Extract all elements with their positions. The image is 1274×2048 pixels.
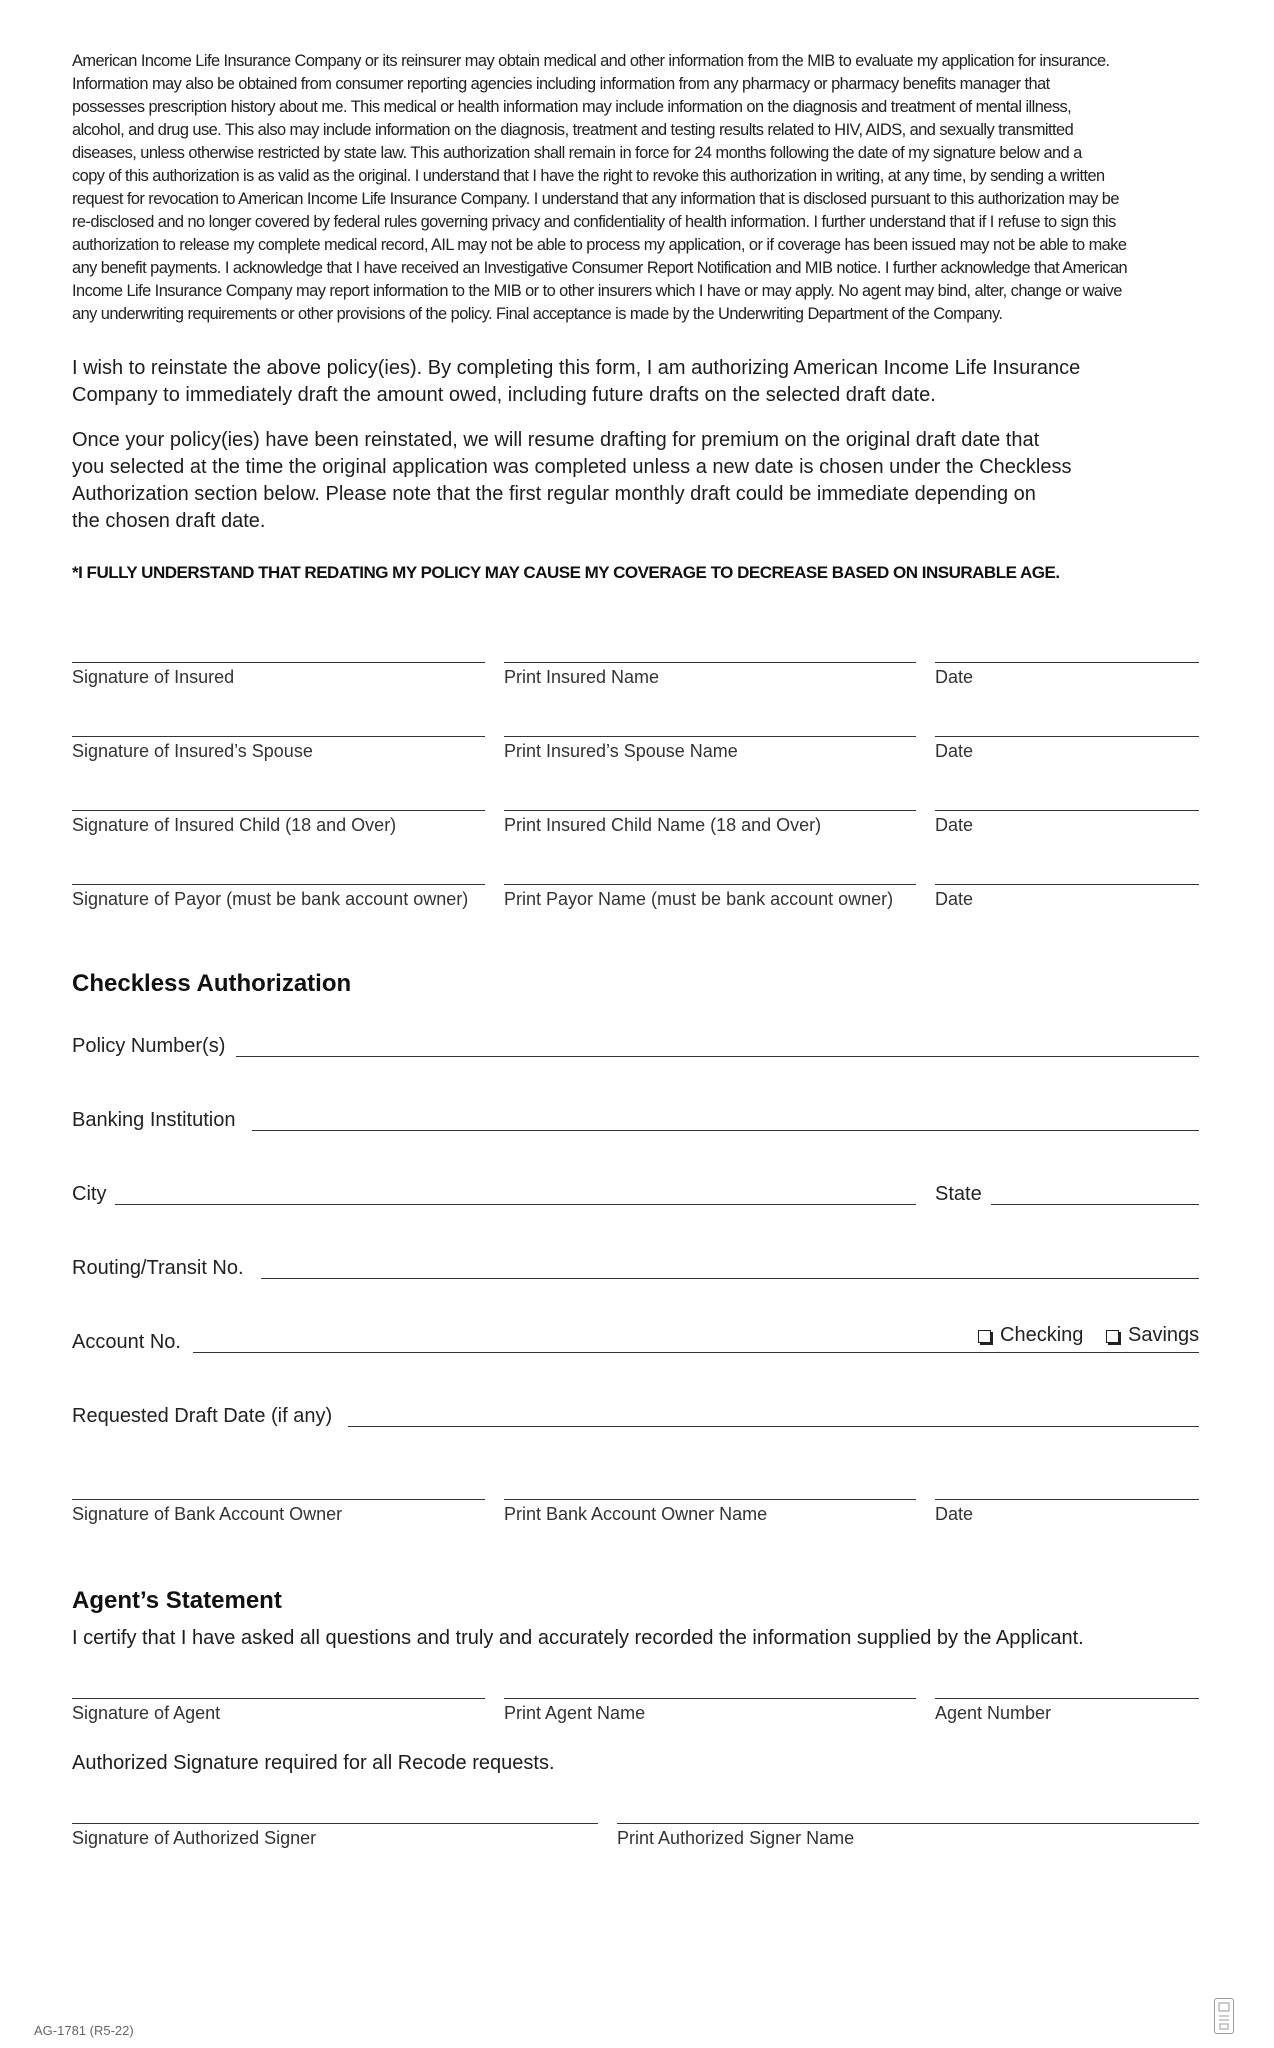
state-field[interactable] [991,1204,1199,1205]
authorized-signer-signature-label: Signature of Authorized Signer [72,1828,317,1848]
payor-date-line[interactable] [935,884,1199,885]
spouse-signature-label: Signature of Insured’s Spouse [72,741,313,761]
checkbox-icon [1106,1330,1119,1343]
insured-date-label: Date [935,667,974,687]
banking-institution-field[interactable] [252,1130,1199,1131]
banking-institution-label: Banking Institution [72,1109,236,1131]
city-label: City [72,1183,107,1205]
draft-date-field[interactable] [348,1426,1199,1427]
spouse-name-label: Print Insured’s Spouse Name [504,741,738,761]
authorization-line: any benefit payments. I acknowledge that I have received an Investigative Consumer Report Notification and MIB notice. I further acknowledge that American [72,259,1128,277]
checkbox-icon [978,1330,991,1343]
paragraph-line: Once your policy(ies) have been reinstated, we will resume drafting for premium on the original draft date that [72,429,1040,451]
authorization-line: American Income Life Insurance Company or its reinsurer may obtain medical and other information from the MIB to evaluate my application for insurance. [72,52,1110,70]
authorization-line: diseases, unless otherwise restricted by state law. This authorization shall remain in force for 24 months following the date of my signature below and a [72,144,1082,162]
paragraph-line: Company to immediately draft the amount owed, including future drafts on the selected draft date. [72,384,936,406]
child-signature-label: Signature of Insured Child (18 and Over) [72,815,397,835]
child-name-label: Print Insured Child Name (18 and Over) [504,815,822,835]
authorization-line: alcohol, and drug use. This also may include information on the diagnosis, treatment and testing results related to HIV, AIDS, and sexually transmitted [72,121,1074,139]
agent-certification-text: I certify that I have asked all questions and truly and accurately recorded the information supplied by the Applicant. [72,1627,1084,1649]
child-date-label: Date [935,815,974,835]
agent-name-line[interactable] [504,1698,916,1699]
child-name-line[interactable] [504,810,916,811]
payor-date-label: Date [935,889,974,909]
routing-number-field[interactable] [261,1278,1199,1279]
bank-owner-name-label: Print Bank Account Owner Name [504,1504,768,1524]
policy-number-label: Policy Number(s) [72,1035,226,1057]
bank-owner-signature-line[interactable] [72,1499,485,1500]
savings-checkbox[interactable] [1106,1324,1199,1347]
authorized-signer-name-label: Print Authorized Signer Name [617,1828,855,1848]
authorization-line: re-disclosed and no longer covered by federal rules governing privacy and confidentiality of health information. I further understand that if I refuse to sign this [72,213,1116,231]
redating-warning: *I FULLY UNDERSTAND THAT REDATING MY POLICY MAY CAUSE MY COVERAGE TO DECREASE BASED ON INSURABLE AGE. [72,563,1060,582]
agent-statement-title: Agent’s Statement [72,1587,282,1614]
authorization-line: copy of this authorization is as valid as the original. I understand that I have the right to revoke this authorization in writing, at any time, by sending a written [72,167,1105,185]
checking-checkbox[interactable] [978,1324,1083,1347]
savings-label: Savings [1128,1324,1200,1346]
spouse-signature-line[interactable] [72,736,485,737]
agent-number-label: Agent Number [935,1703,1052,1723]
authorization-line: possesses prescription history about me. This medical or health information may include information on the diagnosis and treatment of mental illness, [72,98,1072,116]
child-date-line[interactable] [935,810,1199,811]
authorization-line: Income Life Insurance Company may report information to the MIB or to other insurers which I have or may apply. No agent may bind, alter, change or waive [72,282,1122,300]
account-number-label: Account No. [72,1331,181,1353]
spouse-name-line[interactable] [504,736,916,737]
agent-name-label: Print Agent Name [504,1703,646,1723]
spouse-date-line[interactable] [935,736,1199,737]
paragraph-line: I wish to reinstate the above policy(ies). By completing this form, I am authorizing American Income Life Insurance [72,357,1081,379]
bank-owner-date-line[interactable] [935,1499,1199,1500]
insured-date-line[interactable] [935,662,1199,663]
authorized-signer-signature-line[interactable] [72,1823,598,1824]
recode-note: Authorized Signature required for all Recode requests. [72,1752,555,1774]
paragraph-line: Authorization section below. Please note that the first regular monthly draft could be immediate depending on [72,483,1036,505]
child-signature-line[interactable] [72,810,485,811]
form-code: AG-1781 (R5-22) [34,2023,134,2038]
payor-signature-line[interactable] [72,884,485,885]
payor-name-line[interactable] [504,884,916,885]
payor-name-label: Print Payor Name (must be bank account owner) [504,889,894,909]
policy-number-field[interactable] [236,1056,1199,1057]
bank-owner-name-line[interactable] [504,1499,916,1500]
union-label-icon [1214,1998,1234,2034]
insured-name-label: Print Insured Name [504,667,660,687]
city-field[interactable] [115,1204,916,1205]
account-number-field[interactable] [193,1352,1199,1353]
paragraph-line: you selected at the time the original application was completed unless a new date is chosen under the Checkless [72,456,1072,478]
checkless-authorization-title: Checkless Authorization [72,970,352,997]
authorized-signer-name-line[interactable] [617,1823,1199,1824]
authorization-line: any underwriting requirements or other provisions of the policy. Final acceptance is made by the Underwriting Department of the Company. [72,305,1003,323]
authorization-line: authorization to release my complete medical record, AIL may not be able to process my application, or if coverage has been issued may not be able to make [72,236,1127,254]
checking-label: Checking [1000,1324,1084,1346]
agent-signature-label: Signature of Agent [72,1703,221,1723]
payor-signature-label: Signature of Payor (must be bank account owner) [72,889,469,909]
bank-owner-date-label: Date [935,1504,974,1524]
authorization-line: Information may also be obtained from consumer reporting agencies including information from any pharmacy or pharmacy benefits manager that [72,75,1050,93]
insured-name-line[interactable] [504,662,916,663]
spouse-date-label: Date [935,741,974,761]
state-label: State [935,1183,982,1205]
insured-signature-label: Signature of Insured [72,667,235,687]
insured-signature-line[interactable] [72,662,485,663]
agent-number-line[interactable] [935,1698,1199,1699]
authorization-line: request for revocation to American Income Life Insurance Company. I understand that any information that is disclosed pursuant to this authorization may be [72,190,1119,208]
paragraph-line: the chosen draft date. [72,510,266,532]
agent-signature-line[interactable] [72,1698,485,1699]
draft-date-label: Requested Draft Date (if any) [72,1405,333,1427]
bank-owner-signature-label: Signature of Bank Account Owner [72,1504,343,1524]
routing-number-label: Routing/Transit No. [72,1257,244,1279]
